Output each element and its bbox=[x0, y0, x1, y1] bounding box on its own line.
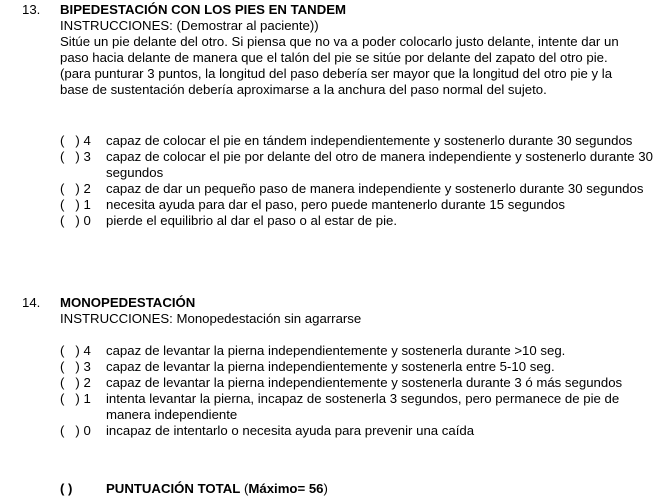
option-4[interactable] bbox=[60, 133, 660, 149]
total-score-box[interactable]: ( ) bbox=[60, 481, 73, 496]
total-max: Máximo= 56 bbox=[248, 481, 324, 496]
score-box: ( ) 3 bbox=[60, 149, 91, 164]
total-note-close: ) bbox=[323, 481, 328, 496]
option-text: capaz de colocar el pie en tándem independientemente y sostenerlo durante 30 segundos bbox=[106, 133, 633, 148]
option-text: pierde el equilibrio al dar el paso o al estar de pie. bbox=[106, 213, 398, 228]
score-box: ( ) 0 bbox=[60, 423, 91, 438]
item-number: 13. bbox=[22, 2, 41, 17]
option-0[interactable] bbox=[60, 423, 660, 439]
total-label-text: PUNTUACIÓN TOTAL bbox=[106, 481, 241, 496]
option-text: incapaz de intentarlo o necesita ayuda para prevenir una caída bbox=[106, 423, 475, 438]
options-list bbox=[60, 343, 660, 439]
score-box: ( ) 1 bbox=[60, 391, 91, 406]
option-text: capaz de levantar la pierna independientemente y sostenerla durante 3 ó más segundos bbox=[106, 375, 623, 390]
item-title: MONOPEDESTACIÓN bbox=[60, 295, 196, 310]
option-1[interactable] bbox=[60, 391, 660, 423]
option-text: capaz de dar un pequeño paso de manera independiente y sostenerlo durante 30 segundos bbox=[106, 181, 644, 196]
score-box: ( ) 2 bbox=[60, 181, 91, 196]
item-instructions: INSTRUCCIONES: Monopedestación sin agarrarse bbox=[60, 311, 362, 326]
option-text: intenta levantar la pierna, incapaz de sostenerla 3 segundos, pero permanece de pie de manera independiente bbox=[106, 391, 620, 422]
option-2[interactable] bbox=[60, 181, 660, 197]
option-text: capaz de levantar la pierna independientemente y sostenerla entre 5-10 seg. bbox=[106, 359, 555, 374]
score-box: ( ) 4 bbox=[60, 343, 91, 358]
score-box: ( ) 2 bbox=[60, 375, 91, 390]
item-description: Sitúe un pie delante del otro. Si piensa que no va a poder colocarlo justo delante, intente dar un paso hacia delante de manera que el talón del pie se sitúe por delante del zapato del otro pie. (para punturar 3 puntos, la longitud del paso debería ser mayor que la longitud del otro pie y la base de sustentación debería aproximarse a la anchura del paso normal del sujeto. bbox=[60, 34, 619, 97]
options-list bbox=[60, 133, 660, 229]
option-4[interactable] bbox=[60, 343, 660, 359]
option-3[interactable] bbox=[60, 359, 660, 375]
item-title: BIPEDESTACIÓN CON LOS PIES EN TANDEM bbox=[60, 2, 346, 17]
score-box: ( ) 3 bbox=[60, 359, 91, 374]
total-note-open: ( bbox=[240, 481, 249, 496]
option-2[interactable] bbox=[60, 375, 660, 391]
item-instructions: INSTRUCCIONES: (Demostrar al paciente)) bbox=[60, 18, 319, 33]
score-box: ( ) 4 bbox=[60, 133, 91, 148]
score-box: ( ) 1 bbox=[60, 197, 91, 212]
score-box: ( ) 0 bbox=[60, 213, 91, 228]
option-text: capaz de levantar la pierna independientemente y sostenerla durante >10 seg. bbox=[106, 343, 566, 358]
option-text: necesita ayuda para dar el paso, pero puede mantenerlo durante 15 segundos bbox=[106, 197, 565, 212]
total-score-label bbox=[106, 481, 328, 497]
item-number: 14. bbox=[22, 295, 41, 310]
option-1[interactable] bbox=[60, 197, 660, 213]
option-text: capaz de colocar el pie por delante del otro de manera independiente y sostenerlo durante 30 segundos bbox=[106, 149, 653, 180]
option-3[interactable] bbox=[60, 149, 660, 181]
option-0[interactable] bbox=[60, 213, 660, 229]
